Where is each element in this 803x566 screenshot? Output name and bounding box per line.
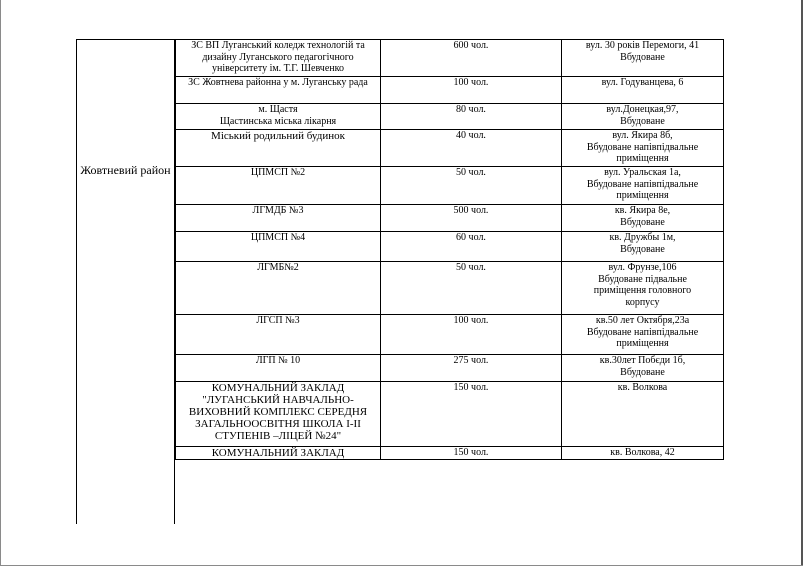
row-capacity: 50 чол. (381, 262, 562, 315)
address-line: Вбудоване напівпідвальне (586, 178, 699, 190)
row-address (562, 355, 724, 382)
table-row (176, 262, 724, 315)
table-row (176, 447, 724, 460)
row-name: Міський родильний будинок (176, 130, 381, 167)
row-capacity: 600 чол. (381, 40, 562, 77)
address-line: Вбудоване (620, 115, 665, 127)
address-line: вул. Якира 8б, (612, 130, 673, 141)
table-row (176, 315, 724, 355)
row-name: ЛГСП №3 (176, 315, 381, 355)
row-name: ЦПМСП №4 (176, 232, 381, 262)
row-name: ЗС ВП Луганський коледж технологій та дизайну Луганського педагогічного університету ім. Т.Г. Шевченко (176, 40, 381, 77)
row-name: ЛГМДБ №3 (176, 205, 381, 232)
row-capacity: 100 чол. (381, 77, 562, 104)
page-border-left (0, 0, 1, 566)
row-address (562, 262, 724, 315)
address-line: Вбудоване (620, 216, 665, 228)
address-line: кв.50 лет Октября,23а (595, 315, 690, 326)
row-address (562, 77, 724, 104)
row-name (176, 104, 381, 130)
row-name: ЦПМСП №2 (176, 167, 381, 205)
address-line: приміщення головного (593, 285, 692, 296)
table-row (176, 130, 724, 167)
row-capacity: 275 чол. (381, 355, 562, 382)
address-line: кв. Волкова, 42 (610, 447, 675, 458)
address-line: вул. Годуванцева, 6 (601, 77, 684, 88)
row-address (562, 447, 724, 460)
address-line: вул. 30 років Перемоги, 41 (585, 40, 700, 51)
address-line: приміщення (616, 190, 669, 201)
row-address (562, 205, 724, 232)
row-capacity: 50 чол. (381, 167, 562, 205)
shelter-table (175, 39, 724, 460)
row-capacity: 150 чол. (381, 447, 562, 460)
row-name-line: Щастинська міська лікарня (219, 115, 337, 127)
row-capacity: 80 чол. (381, 104, 562, 130)
address-line: кв.30лет Побєди 1б, (599, 355, 686, 366)
row-address (562, 130, 724, 167)
address-line: вул.Донецкая,97, (606, 104, 679, 115)
row-address (562, 40, 724, 77)
address-line: кв. Волкова (617, 382, 668, 393)
table-row (176, 40, 724, 77)
row-address (562, 315, 724, 355)
table-row (176, 355, 724, 382)
row-capacity: 60 чол. (381, 232, 562, 262)
row-name: КОМУНАЛЬНИЙ ЗАКЛАД "ЛУГАНСЬКИЙ НАВЧАЛЬНО-ВИХОВНИЙ КОМПЛЕКС СЕРЕДНЯ ЗАГАЛЬНООСВІТНЯ ШКОЛА І-ІІ СТУПЕНІВ –ЛІЦЕЙ №24" (176, 382, 381, 447)
row-address (562, 104, 724, 130)
row-name: ЛГП № 10 (176, 355, 381, 382)
row-name: ЛГМБ№2 (176, 262, 381, 315)
address-line: приміщення (616, 338, 669, 349)
row-name: ЗС Жовтнева районна у м. Луганську рада (176, 77, 381, 104)
address-line: Вбудоване підвальне (598, 273, 687, 285)
district-column (76, 39, 175, 524)
column-divider (174, 471, 175, 524)
row-name-line: м. Щастя (258, 104, 298, 115)
table-row (176, 205, 724, 232)
row-address (562, 167, 724, 205)
table-row (176, 232, 724, 262)
address-line: корпусу (625, 296, 660, 308)
address-line: Вбудоване (620, 366, 665, 378)
address-line: приміщення (616, 153, 669, 164)
table-row (176, 167, 724, 205)
row-capacity: 150 чол. (381, 382, 562, 447)
address-line: вул. Уральская 1а, (604, 167, 681, 178)
address-line: Вбудоване (620, 243, 665, 255)
row-capacity: 40 чол. (381, 130, 562, 167)
row-capacity: 500 чол. (381, 205, 562, 232)
row-capacity: 100 чол. (381, 315, 562, 355)
district-label: Жовтневий район (80, 163, 171, 177)
table-row (176, 382, 724, 447)
address-line: кв. Якира 8е, (614, 205, 671, 216)
address-line: Вбудоване напівпідвальне (586, 141, 699, 153)
table-row (176, 77, 724, 104)
address-line: Вбудоване (620, 51, 665, 63)
row-address (562, 382, 724, 447)
address-line: Вбудоване напівпідвальне (586, 326, 699, 338)
address-line: кв. Дружбы 1м, (609, 232, 676, 243)
row-name: КОМУНАЛЬНИЙ ЗАКЛАД (176, 447, 381, 460)
address-line: вул. Фрунзе,106 (608, 262, 677, 273)
row-address (562, 232, 724, 262)
table-row (176, 104, 724, 130)
